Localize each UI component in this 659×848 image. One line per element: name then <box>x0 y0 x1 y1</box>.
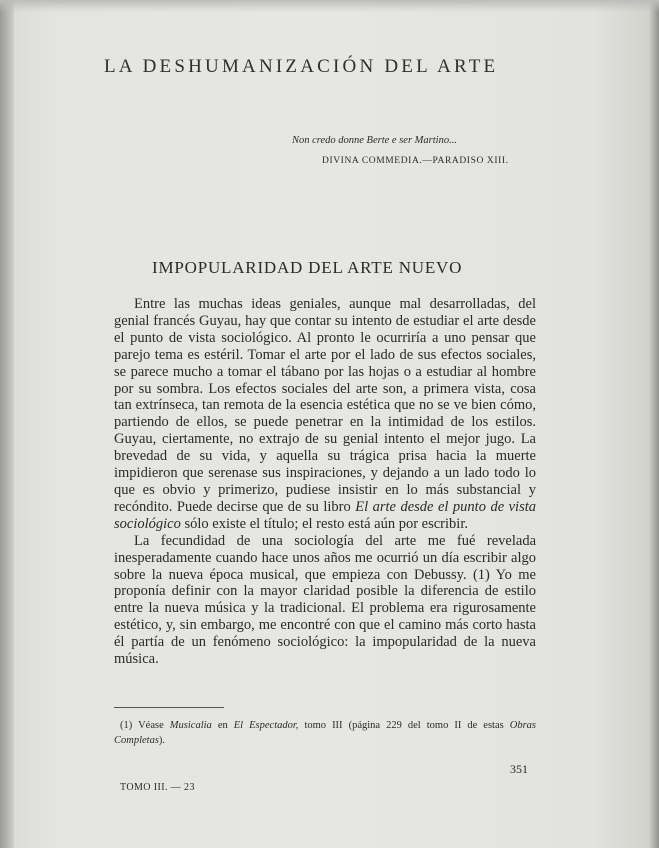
footnote-italic-c: Obras Completas <box>114 720 537 746</box>
page-number: 351 <box>510 762 528 776</box>
page-edge-right <box>649 0 659 848</box>
running-head: LA DESHUMANIZACIÓN DEL ARTE <box>104 56 499 77</box>
volume-mark: TOMO III. — 23 <box>120 782 195 793</box>
footnote-rule <box>114 707 224 708</box>
footnote-text-c: tomo III (página 229 del tomo II de estas <box>304 720 504 731</box>
epigraph-quote: Non credo donne Berte e ser Martino... <box>292 135 457 146</box>
footnote-italic-a: Musicalia <box>169 720 212 731</box>
footnote-marker: (1) <box>120 720 133 731</box>
page-edge-left <box>0 0 14 848</box>
epigraph <box>290 131 550 171</box>
paragraph-2: La fecundidad de una sociología del arte me fué revelada inesperadamente cuando hace unos años me ocurrió un día escribir algo sobre la nueva época musical, que empieza con Debussy. (1) Yo me proponía definir con la mayor claridad posible la diferencia de estilo entre la nueva música y la tradicional. El problema era rigurosamente estético, y, sin embargo, me encontré con que el camino más corto hasta él partía de un fenómeno sociológico: la impopularidad de la nueva música. <box>114 532 536 668</box>
book-title: El arte desde el punto de vista sociológico <box>114 498 537 532</box>
footnote-text-b: en <box>217 720 228 731</box>
paragraph-1-text: Entre las muchas ideas geniales, aunque mal desarrolladas, del genial francés Guyau, hay que contar su intento de estudiar el arte desde el punto de vista sociológico. Al pronto le ocurriría a uno pensar que parejo tema es estéril. Tomar el arte por el lado de sus efectos sociales, se parece mucho a tomar el tábano por las hojas o a estudiar al hombre por su sombra. Los efectos sociales del arte son, a primera vista, cosa tan extrínseca, tan remota de la esencia estética que no se ve bien cómo, partiendo de ellos, se puede penetrar en la intimidad de los estilos. Guyau, ciertamente, no extrajo de su genial intento el mejor jugo. La brevedad de su vida, y aquella su trágica prisa hacia la muerte impidieron que serenase sus inspiraciones, y dejando a un lado todo lo que es obvio y primerizo, pudiese insistir en lo más substancial y recóndito. Puede decirse que de su libro <box>114 296 536 515</box>
footnote-text-d: ). <box>158 735 166 746</box>
chapter-title: IMPOPULARIDAD DEL ARTE NUEVO <box>152 258 463 277</box>
footnote-text-a: Véase <box>138 720 164 731</box>
epigraph-source: DIVINA COMMEDIA.—PARADISO XIII. <box>322 156 509 166</box>
footnote <box>114 718 536 748</box>
paragraph-1 <box>114 296 536 533</box>
footnote-italic-b: El Espectador, <box>233 720 299 731</box>
paragraph-1-end: sólo existe el título; el resto está aún por escribir. <box>184 515 468 532</box>
body-text <box>114 296 536 668</box>
top-shadow <box>0 0 659 12</box>
